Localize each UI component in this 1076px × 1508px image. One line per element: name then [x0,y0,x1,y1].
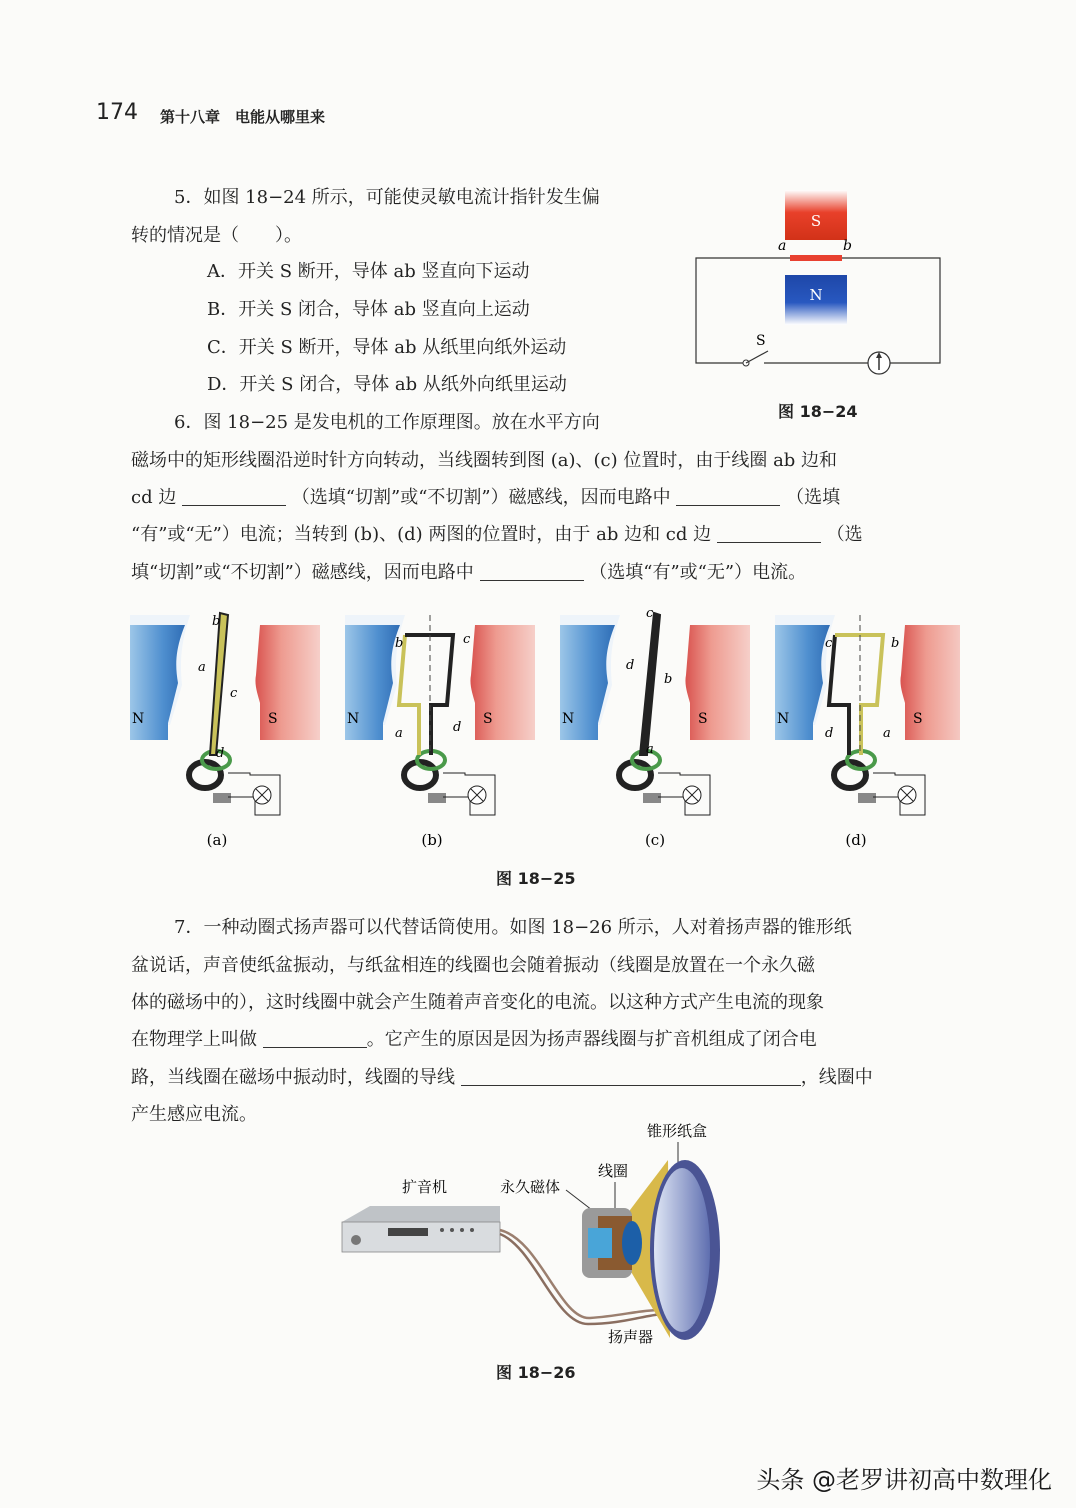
svg-text:a: a [883,726,891,741]
figure-18-25-caption: 图 18−25 [496,869,576,888]
svg-text:N: N [132,711,145,727]
q7-line1: 7．一种动圈式扬声器可以代替话筒使用。如图 18−26 所示，人对着扬声器的锥形纸 [174,917,852,938]
label-amp: 扩音机 [402,1178,448,1196]
figure-18-24 [690,185,950,385]
fig25-sub-d: (d) [845,831,867,849]
label-b: b [843,238,852,254]
svg-text:b: b [212,614,221,629]
svg-text:d: d [825,726,834,741]
q6-line5: 填“切割”或“不切割”）磁感线，因而电路中 （选填“有”或“无”）电流。 [131,562,807,583]
svg-text:N: N [347,711,360,727]
circuit-wire-right [842,258,940,363]
page-number: 174 [96,100,138,125]
svg-text:c: c [463,632,471,647]
fig25-panel-c [560,606,750,815]
label-a: a [778,238,787,254]
fig25-sub-a: (a) [206,831,228,849]
q7-line3: 体的磁场中的），这时线圈中就会产生随着声音变化的电流。以这种方式产生电流的现象 [131,992,824,1013]
svg-text:b: b [395,636,404,651]
svg-text:S: S [698,711,708,727]
watermark: 头条 @老罗讲初高中数理化 [756,1466,1052,1494]
svg-text:a: a [198,660,206,675]
q7-line2: 盆说话，声音使纸盆振动，与纸盆相连的线圈也会随着振动（线圈是放置在一个永久磁 [131,955,815,976]
chapter-title: 第十八章 电能从哪里来 [160,108,326,126]
q6-line1: 6．图 18−25 是发电机的工作原理图。放在水平方向 [174,412,600,433]
circuit-wire-left [696,258,790,363]
blank-q6-1[interactable] [182,487,286,506]
amplifier-icon [342,1206,500,1252]
blank-q6-4[interactable] [480,562,584,581]
n-magnet-label: N [809,286,823,304]
svg-text:S: S [483,711,493,727]
fig25-sub-c: (c) [644,831,666,849]
blank-q6-2[interactable] [676,487,780,506]
svg-text:d: d [453,720,462,735]
svg-text:b: b [891,636,900,651]
label-coil: 线圈 [598,1162,629,1180]
fig25-sub-b: (b) [421,831,443,849]
svg-text:c: c [230,686,238,701]
svg-text:b: b [664,672,673,687]
speaker-icon [582,1160,720,1340]
svg-text:N: N [777,711,790,727]
fig25-panel-b [345,615,535,815]
svg-text:S: S [268,711,278,727]
q5-line2: 转的情况是（ ）。 [131,225,302,246]
svg-text:a: a [395,726,403,741]
svg-text:d: d [216,746,225,761]
label-magnet: 永久磁体 [500,1178,561,1196]
figure-18-26 [330,1110,750,1350]
q6-line4: “有”或“无”）电流；当转到 (b)、(d) 两图的位置时，由于 ab 边和 cd 边 （选 [131,524,863,545]
figure-18-24-caption: 图 18−24 [778,402,858,421]
q6-line2: 磁场中的矩形线圈沿逆时针方向转动，当线圈转到图 (a)、(c) 位置时，由于线圈 ab 边和 [131,450,838,471]
figure-18-26-caption: 图 18−26 [496,1363,576,1382]
q7-line5: 路，当线圈在磁场中振动时，线圈的导线 ，线圈中 [131,1067,873,1088]
svg-text:S: S [913,711,923,727]
switch [746,351,768,363]
q6-line3: cd 边 （选填“切割”或“不切割”）磁感线，因而电路中 （选填 [131,487,841,508]
blank-q6-3[interactable] [717,524,821,543]
fig25-panel-a [130,613,320,815]
blank-q7-1[interactable] [263,1029,367,1048]
svg-text:d: d [626,658,635,673]
q7-line4: 在物理学上叫做 。它产生的原因是因为扬声器线圈与扩音机组成了闭合电 [131,1029,817,1050]
svg-text:a: a [646,742,654,757]
svg-text:c: c [646,606,654,621]
figure-18-25 [120,605,960,855]
q5-option-a: A．开关 S 断开，导体 ab 竖直向下运动 [207,261,530,282]
q5-option-b: B．开关 S 闭合，导体 ab 竖直向上运动 [207,299,530,320]
fig25-panel-d [775,615,960,815]
blank-q7-2[interactable] [461,1067,801,1086]
label-cone: 锥形纸盒 [647,1122,708,1140]
conductor-ab [790,255,842,261]
svg-text:c: c [825,636,833,651]
q7-line6: 产生感应电流。 [131,1104,257,1125]
svg-text:N: N [562,711,575,727]
label-speaker: 扬声器 [608,1328,654,1346]
q5-line1: 5．如图 18−24 所示，可能使灵敏电流计指针发生偏 [174,187,600,208]
s-magnet-label: S [810,212,822,230]
q5-option-c: C．开关 S 断开，导体 ab 从纸里向纸外运动 [207,337,567,358]
q5-option-d: D．开关 S 闭合，导体 ab 从纸外向纸里运动 [207,374,567,395]
switch-label: S [756,333,766,349]
